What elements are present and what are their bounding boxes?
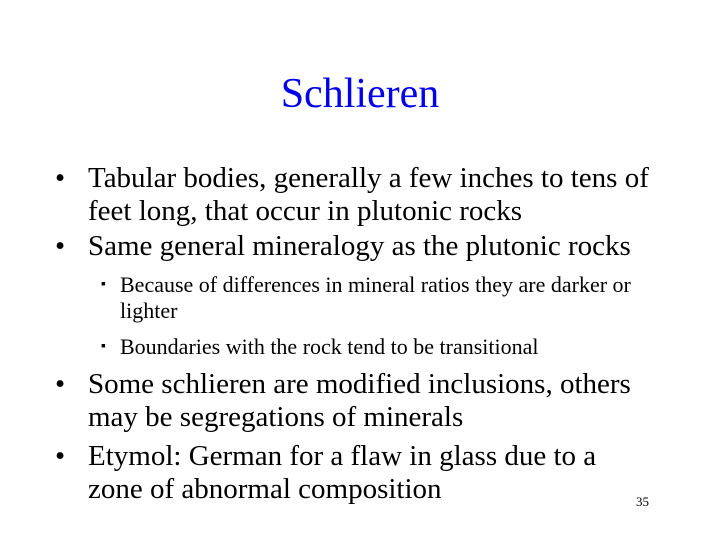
bullet-item <box>55 162 675 228</box>
bullet-marker: • <box>55 440 66 472</box>
bullet-marker: • <box>55 230 66 262</box>
sub-bullet-text: Because of differences in mineral ratios they are darker or lighter <box>120 272 631 323</box>
page-number: 35 <box>636 494 649 509</box>
bullet-item <box>55 368 675 434</box>
slide-title: Schlieren <box>280 71 440 117</box>
sub-bullet-item <box>101 272 646 324</box>
sub-bullet-item <box>101 334 646 360</box>
bullet-item <box>55 440 675 506</box>
bullet-text: Some schlieren are modified inclusions, others may be segregations of minerals <box>88 368 631 433</box>
sub-bullet-marker: ▪ <box>101 277 106 292</box>
bullet-text: Etymol: German for a flaw in glass due to a zone of abnormal composition <box>88 440 597 505</box>
bullet-text: Same general mineralogy as the plutonic rocks <box>88 230 631 262</box>
bullet-item <box>55 230 675 263</box>
bullet-marker: • <box>55 368 66 400</box>
bullet-text: Tabular bodies, generally a few inches to tens of feet long, that occur in plutonic rocks <box>88 162 649 227</box>
bullet-marker: • <box>55 162 66 194</box>
sub-bullet-marker: ▪ <box>101 339 106 354</box>
sub-bullet-text: Boundaries with the rock tend to be transitional <box>120 334 539 359</box>
